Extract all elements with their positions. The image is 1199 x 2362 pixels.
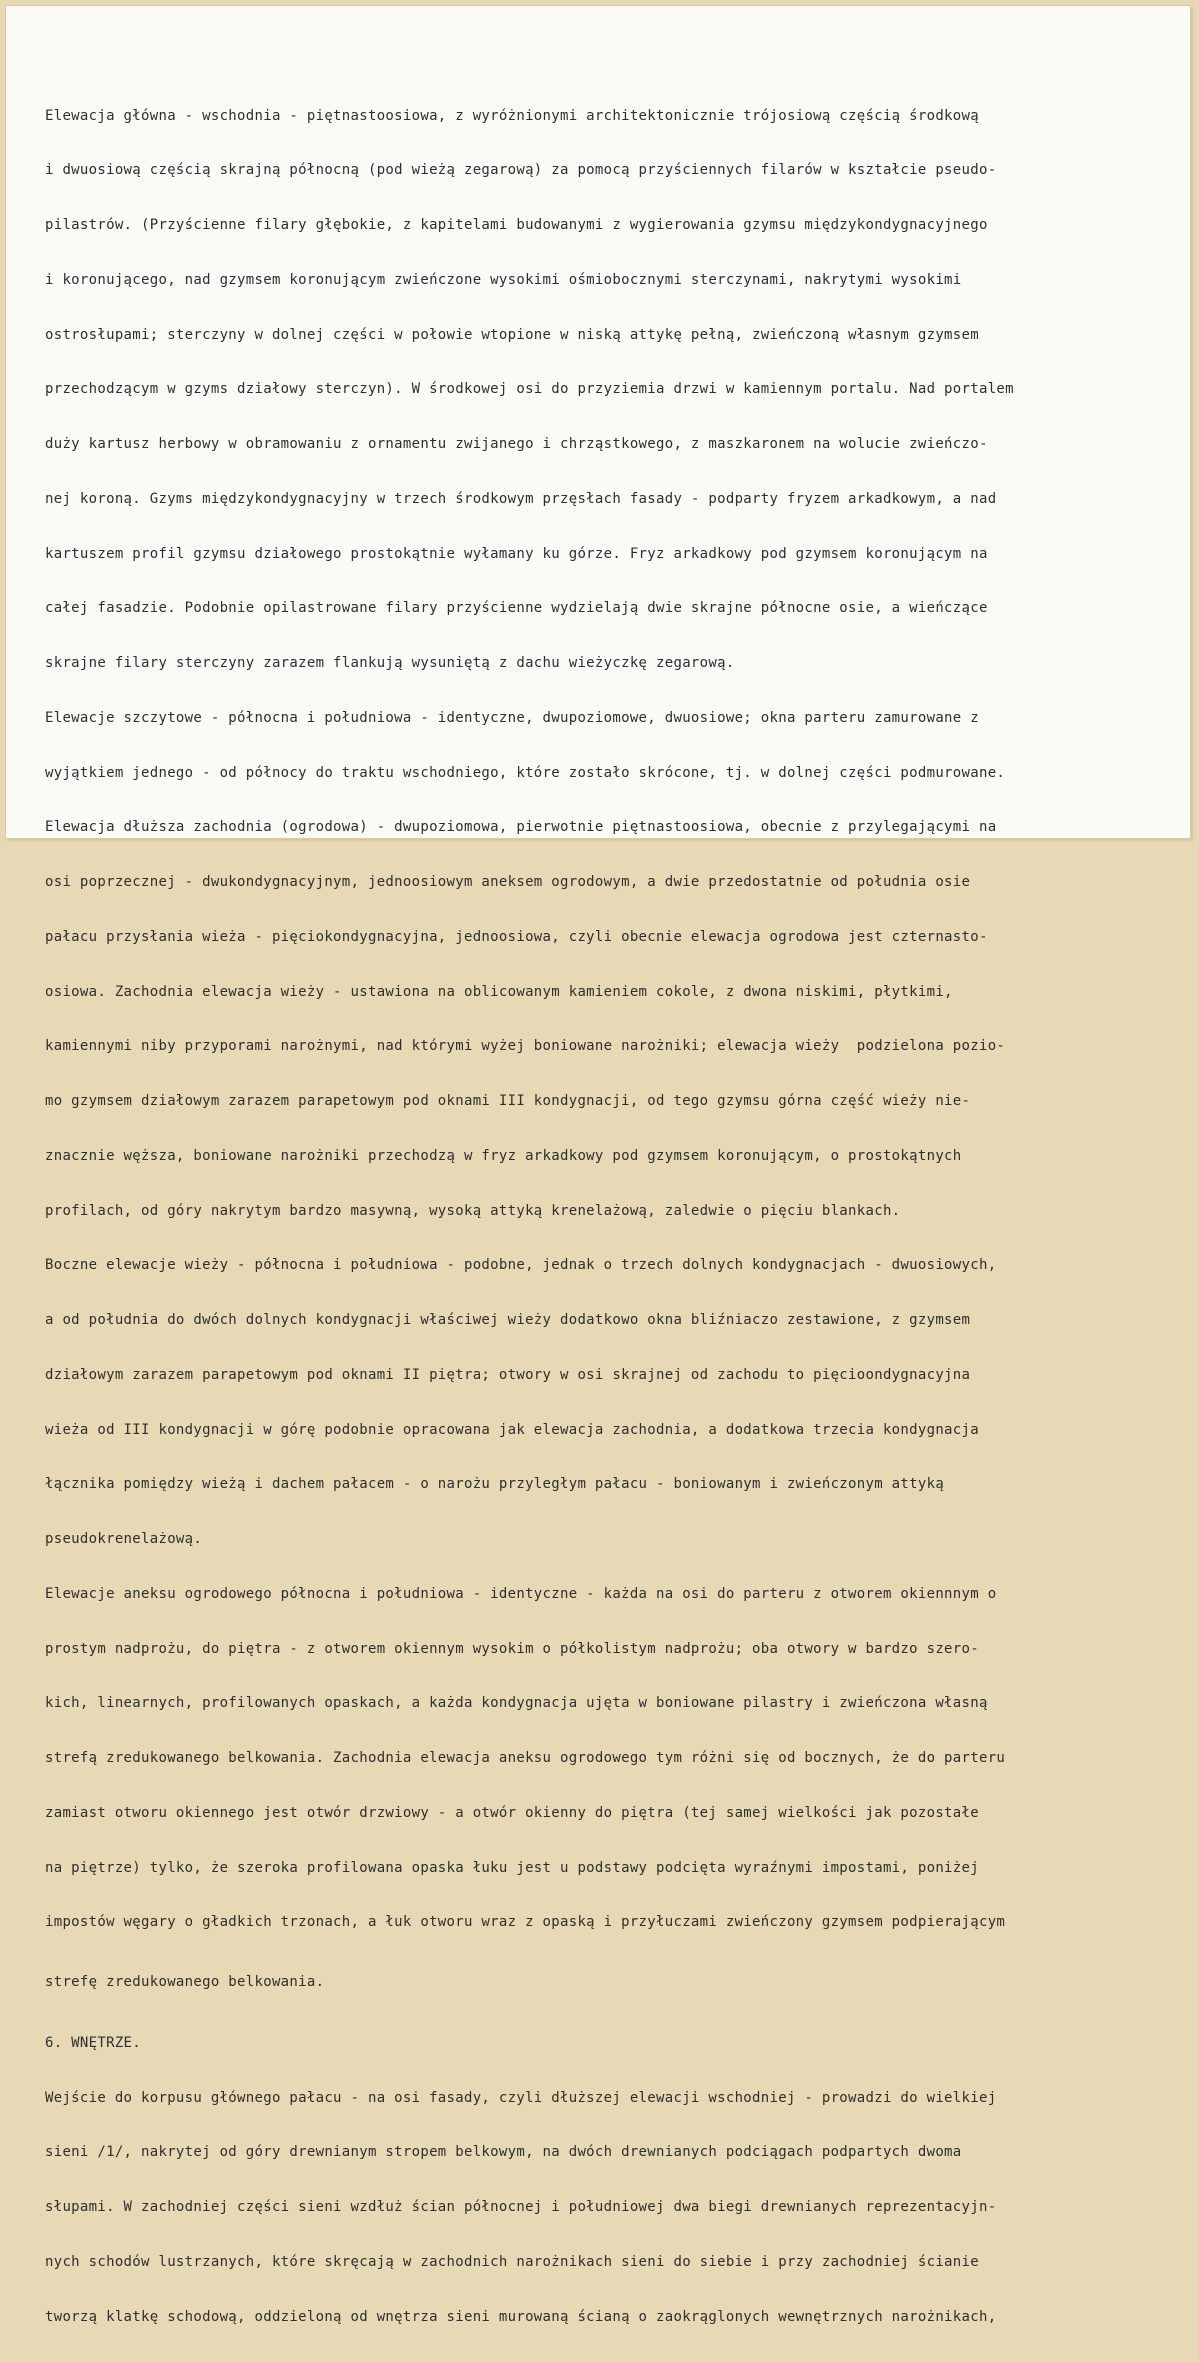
text-line: strefę zredukowanego belkowania. — [45, 1974, 325, 1990]
text-line: mo gzymsem działowym zarazem parapetowym pod oknami III kondygnacji, od tego gzymsu górna część wieży nie- — [45, 1093, 971, 1109]
text-line: Elewacje aneksu ogrodowego północna i południowa - identyczne - każda na osi do parteru z otworem okiennnym o — [45, 1585, 997, 1602]
text-line: wieża od III kondygnacji w górę podobnie opracowana jak elewacja zachodnia, a dodatkowa trzecia kondygnacja — [45, 1421, 979, 1438]
text-line: łącznika pomiędzy wieżą i dachem pałacem - o narożu przyległym pałacu - boniowanym i zwieńczonym attyką — [45, 1476, 945, 1493]
text-line: kich, linearnych, profilowanych opaskach, a każda kondygnacja ujęta w boniowane pilastry i zwieńczona własną — [45, 1695, 988, 1712]
text-line: impostów węgary o gładkich trzonach, a łuk otworu wraz z opaską i przyłuczami zwieńczony gzymsem podpierającym — [45, 1914, 1006, 1931]
text-line: kamiennymi niby przyporami narożnymi, nad którymi wyżej boniowane narożniki; elewacja wieży podzielona pozio- — [45, 1038, 1006, 1055]
text-line: nych schodów lustrzanych, które skręcają w zachodnich narożnikach sieni do siebie i przy zachodniej ścianie — [45, 2253, 979, 2270]
text-line: Elewacja główna - wschodnia - piętnastoosiowa, z wyróżnionymi architektonicznie trójosiową częścią środkową — [45, 107, 979, 124]
text-line: prostym nadprożu, do piętra - z otworem okiennym wysokim o półkolistym nadprożu; oba otwory w bardzo szero- — [45, 1640, 979, 1657]
text-line: działowym zarazem parapetowym pod oknami II piętra; otwory w osi skrajnej od zachodu to pięcioondygnacyjna — [45, 1366, 971, 1383]
text-line: strefą zredukowanego belkowania. Zachodnia elewacja aneksu ogrodowego tym różni się od bocznych, że do parteru — [45, 1750, 1006, 1766]
text-line: ostrosłupami; sterczyny w dolnej części w połowie wtopione w niską attykę pełną, zwieńczoną własnym gzymsem — [45, 326, 979, 343]
text-line: przechodzącym w gzyms działowy sterczyn). W środkowej osi do przyziemia drzwi w kamiennym portalu. Nad portalem — [45, 381, 1014, 398]
text-line: słupami. W zachodniej części sieni wzdłuż ścian północnej i południowej dwa biegi drewnianych reprezentacyjn- — [45, 2199, 997, 2215]
text-line: sieni /1/, nakrytej od góry drewnianym stropem belkowym, na dwóch drewnianych podciągach podpartych dwoma — [45, 2144, 962, 2161]
text-line: znacznie węższa, boniowane narożniki przechodzą w fryz arkadkowy pod gzymsem koronującym, o prostokątnych — [45, 1147, 962, 1164]
text-line: a od południa do dwóch dolnych kondygnacji właściwej wieży dodatkowo okna bliźniaczo zestawione, z gzymsem — [45, 1312, 971, 1328]
text-line: pałacu przysłania wieża - pięciokondygnacyjna, jednoosiowa, czyli obecnie elewacja ogrodowa jest czternasto- — [45, 928, 988, 945]
text-line: całej fasadzie. Podobnie opilastrowane filary przyścienne wydzielają dwie skrajne północne osie, a wieńczące — [45, 600, 988, 617]
text-line: tworzą klatkę schodową, oddzieloną od wnętrza sieni murowaną ścianą o zaokrąglonych wewnętrznych narożnikach, — [45, 2308, 997, 2325]
text-line: skrajne filary sterczyny zarazem flankują wysuniętą z dachu wieżyczkę zegarową. — [45, 655, 735, 671]
typewritten-page — [6, 6, 1190, 2325]
text-line: osiowa. Zachodnia elewacja wieży - ustawiona na oblicowanym kamieniem cokole, z dwona niskimi, płytkimi, — [45, 983, 953, 1000]
text-line: pilastrów. (Przyścienne filary głębokie, z kapitelami budowanymi z wygierowania gzymsu międzykondygnacyjnego — [45, 217, 988, 233]
text-line: na piętrze) tylko, że szeroka profilowana opaska łuku jest u podstawy podcięta wyraźnymi impostami, poniżej — [45, 1859, 979, 1876]
text-line: pseudokrenelażową. — [45, 1531, 203, 1547]
text-line: nej koroną. Gzyms międzykondygnacyjny w trzech środkowym przęsłach fasady - podparty fryzem arkadkowym, a nad — [45, 490, 997, 507]
text-line: Wejście do korpusu głównego pałacu - na osi fasady, czyli dłuższej elewacji wschodniej - prowadzi do wielkiej — [45, 2089, 997, 2106]
text-line: osi poprzecznej - dwukondygnacyjnym, jednoosiowym aneksem ogrodowym, a dwie przedostatnie od południa osie — [45, 874, 971, 890]
text-line: i koronującego, nad gzymsem koronującym zwieńczone wysokimi ośmiobocznymi sterczynami, nakrytymi wysokimi — [45, 271, 962, 288]
text-line: kartuszem profil gzymsu działowego prostokątnie wyłamany ku górze. Fryz arkadkowy pod gzymsem koronującym na — [45, 545, 988, 562]
text-line: profilach, od góry nakrytym bardzo masywną, wysoką attyką krenelażową, zaledwie o pięciu blankach. — [45, 1202, 901, 1219]
text-line: Boczne elewacje wieży - północna i południowa - podobne, jednak o trzech dolnych kondygnacjach - dwuosiowych, — [45, 1257, 997, 1274]
section-heading: 6. WNĘTRZE. — [45, 2034, 142, 2051]
text-line: i dwuosiową częścią skrajną północną (pod wieżą zegarową) za pomocą przyściennych filarów w kształcie pseudo- — [45, 162, 997, 179]
text-line: zamiast otworu okiennego jest otwór drzwiowy - a otwór okienny do piętra (tej samej wielkości jak pozostałe — [45, 1804, 979, 1821]
document-body — [45, 70, 1163, 2362]
text-line: duży kartusz herbowy w obramowaniu z ornamentu zwijanego i chrząstkowego, z maszkaronem na wolucie zwieńczo- — [45, 436, 988, 452]
text-line: Elewacja dłuższa zachodnia (ogrodowa) - dwupoziomowa, pierwotnie piętnastoosiowa, obecnie z przylegającymi na — [45, 819, 997, 836]
text-line: Elewacje szczytowe - północna i południowa - identyczne, dwupoziomowe, dwuosiowe; okna parteru zamurowane z — [45, 709, 979, 726]
text-line: wyjątkiem jednego - od północy do traktu wschodniego, które zostało skrócone, tj. w dolnej części podmurowane. — [45, 764, 1006, 781]
